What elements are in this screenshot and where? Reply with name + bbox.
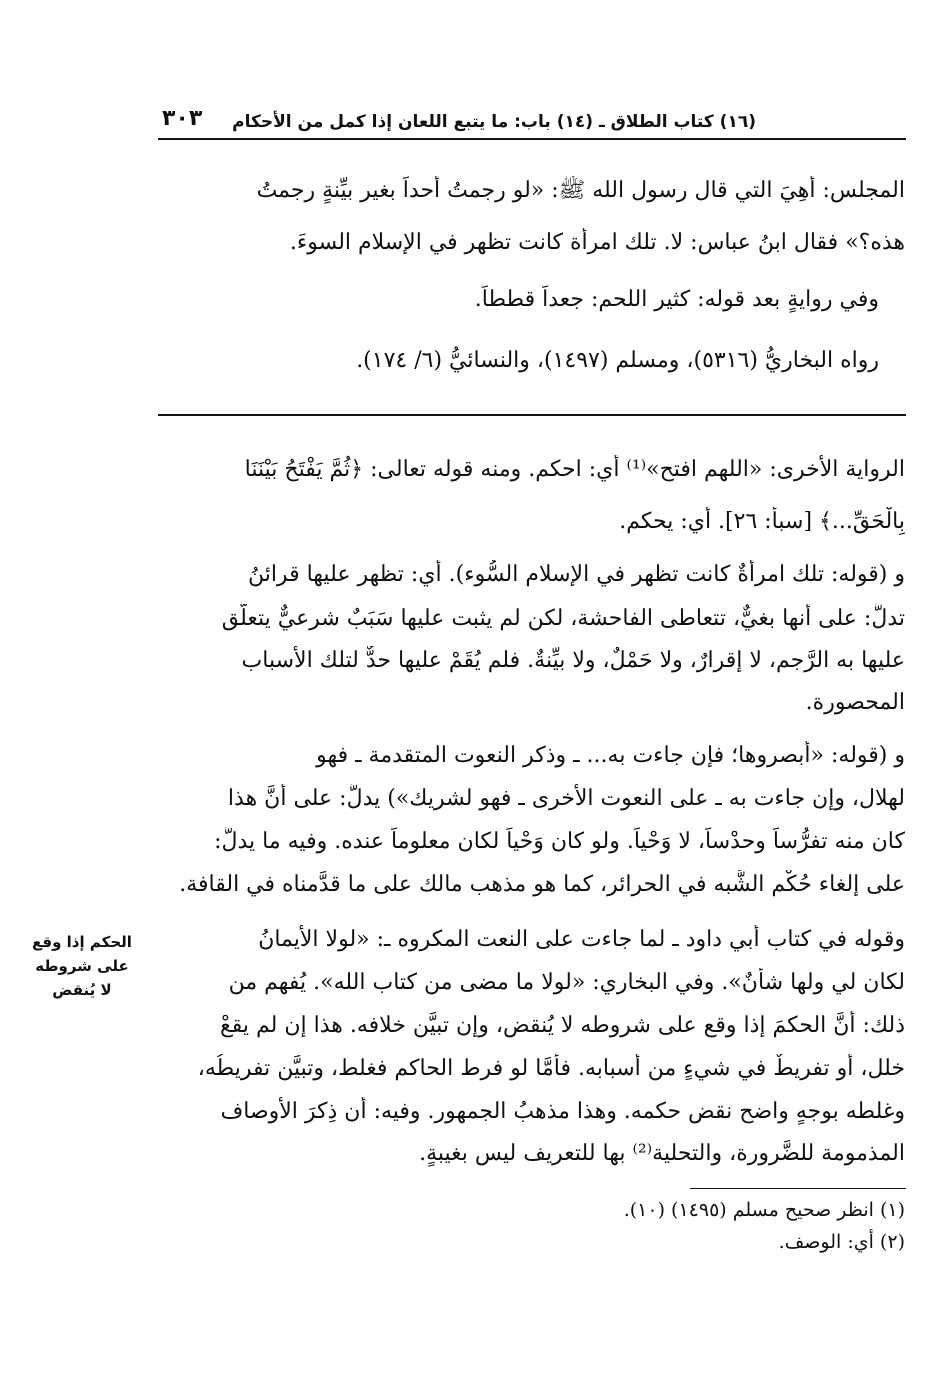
commentary-line: بِالْحَقِّ...﴾ [سبأ: ٢٦]. أي: يحكم. <box>619 509 905 534</box>
commentary-line: وقوله في كتاب أبي داود ـ لما جاءت على النعت المكروه ـ: «لولا الأيمانُ <box>258 927 905 952</box>
commentary-line: لهلال، وإن جاءت به ـ على النعوت الأخرى ـ فهو لشريك») يدلُّ: على أنَّ هذا <box>227 786 905 811</box>
hadith-line: هذه؟» فقال ابنُ عباس: لا. تلك امرأة كانت تظهر في الإسلام السوءَ. <box>289 230 905 255</box>
commentary-line: و (قوله: تلك امرأةٌ كانت تظهر في الإسلام السُّوء). أي: تظهر عليها قرائنُ <box>247 562 905 587</box>
commentary-line: عليها به الرَّجم، لا إقرارٌ، ولا حَمْلٌ، ولا بيِّنةٌ. فلم يُقَمْ عليها حدٌّ لتلك الأسباب <box>241 648 905 673</box>
commentary-line: كان منه تفرُّساً وحدْساً، لا وَحْياً. ولو كان وَحْياً لكان معلوماً عنده. وفيه ما يدلُّ: <box>214 829 905 854</box>
margin-note-line: لا يُنقض <box>52 981 112 999</box>
hadith-line: وفي روايةٍ بعد قوله: كثير اللحم: جعداً قططاً. <box>474 287 879 312</box>
page-number: ٣٠٣ <box>162 106 203 131</box>
hadith-line: المجلس: أَهِيَ التي قال رسول الله ﷺ: «لو رجمتُ أحداً بغير بيِّنةٍ رجمتُ <box>256 178 905 203</box>
footnote: (٢) أي: الوصف. <box>778 1231 905 1253</box>
margin-note <box>12 930 152 1002</box>
running-header <box>158 104 906 140</box>
commentary-line: لكان لي ولها شأنٌ». وفي البخاري: «لولا ما مضى من كتاب الله». يُفهم من <box>228 970 905 995</box>
hadith-source: رواه البخاريُّ (٥٣١٦)، ومسلم (١٤٩٧)، والنسائيُّ (٦/ ١٧٤). <box>356 348 879 373</box>
footnote: (١) انظر صحيح مسلم (١٤٩٥) (١٠). <box>623 1199 905 1221</box>
header-title: (١٦) كتاب الطلاق ـ (١٤) باب: ما يتبع اللعان إذا كمل من الأحكام <box>232 112 756 132</box>
commentary-line: المحصورة. <box>805 690 905 715</box>
commentary-line: و (قوله: «أبصروها؛ فإن جاءت به... ـ وذكر النعوت المتقدمة ـ فهو <box>316 743 905 768</box>
margin-note-line: على شروطه <box>35 957 129 975</box>
commentary-line: وغلطه بوجهٍ واضح نقض حكمه. وهذا مذهبُ الجمهور. وفيه: أن ذِكرَ الأوصاف <box>220 1099 905 1124</box>
section-divider <box>158 414 906 416</box>
commentary-line: ذلك: أنَّ الحكمَ إذا وقع على شروطه لا يُنقض، وإن تبيَّن خلافه. هذا إن لم يقعْ <box>220 1013 905 1038</box>
commentary-line: تدلُّ: على أنها بغيٌّ، تتعاطى الفاحشة، لكن لم يثبت عليها سَبَبٌ شرعيٌّ يتعلَّق <box>221 606 905 631</box>
footnote-rule <box>690 1188 906 1189</box>
margin-note-line: الحكم إذا وقع <box>32 933 132 951</box>
commentary-line: المذمومة للضَّرورة، والتحلية⁽²⁾ بها للتعريف ليس بغيبةٍ. <box>419 1141 905 1166</box>
commentary-line: على إلغاء حُكْم الشَّبه في الحرائر، كما هو مذهب مالك على ما قدَّمناه في القافة. <box>179 872 905 897</box>
commentary-line: خلل، أو تفريطٌ في شيءٍ من أسبابه. فأمَّا لو فرط الحاكم فغلط، وتبيَّن تفريطُه، <box>197 1056 905 1081</box>
commentary-line: الرواية الأخرى: «اللهم افتح»⁽¹⁾ أي: احكم. ومنه قوله تعالى: ﴿ثُمَّ يَفْتَحُ بَيْنَنَا <box>244 457 905 482</box>
